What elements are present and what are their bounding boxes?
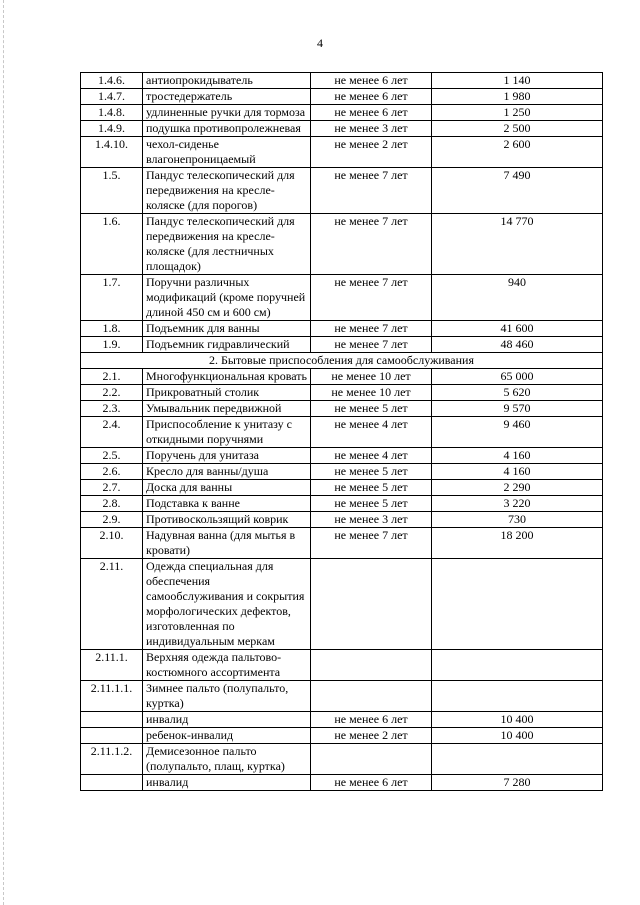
item-number: 2.11.1.1. [81, 681, 143, 712]
usage-term: не менее 6 лет [311, 105, 432, 121]
table-row [81, 775, 603, 791]
section-title: 2. Бытовые приспособления для самообслуживания [81, 353, 603, 369]
item-number [81, 728, 143, 744]
table-row [81, 321, 603, 337]
item-price: 18 200 [432, 528, 603, 559]
item-name: Прикроватный столик [143, 385, 311, 401]
usage-term: не менее 3 лет [311, 121, 432, 137]
table-row [81, 337, 603, 353]
item-price: 940 [432, 275, 603, 321]
usage-term: не менее 5 лет [311, 464, 432, 480]
table-row [81, 73, 603, 89]
scan-edge [3, 0, 5, 905]
item-name: Противоскользящий коврик [143, 512, 311, 528]
item-name: инвалид [143, 712, 311, 728]
table-row [81, 385, 603, 401]
item-name: Пандус телескопический для передвижения на кресле-коляске (для порогов) [143, 168, 311, 214]
usage-term [311, 650, 432, 681]
item-price: 1 250 [432, 105, 603, 121]
usage-term: не менее 6 лет [311, 89, 432, 105]
item-number: 2.11. [81, 559, 143, 650]
table-row [81, 401, 603, 417]
item-number: 2.6. [81, 464, 143, 480]
item-price: 41 600 [432, 321, 603, 337]
usage-term: не менее 7 лет [311, 337, 432, 353]
usage-term: не менее 10 лет [311, 369, 432, 385]
item-number: 2.8. [81, 496, 143, 512]
price-table-body [81, 73, 603, 791]
table-row [81, 712, 603, 728]
item-number [81, 775, 143, 791]
table-row [81, 121, 603, 137]
item-name: Пандус телескопический для передвижения на кресле-коляске (для лестничных площадок) [143, 214, 311, 275]
item-number: 2.10. [81, 528, 143, 559]
table-row [81, 528, 603, 559]
item-price: 7 280 [432, 775, 603, 791]
item-number: 1.4.9. [81, 121, 143, 137]
item-name: Подъемник гидравлический [143, 337, 311, 353]
usage-term: не менее 6 лет [311, 775, 432, 791]
item-price [432, 744, 603, 775]
item-number: 2.3. [81, 401, 143, 417]
table-row [81, 559, 603, 650]
item-price: 5 620 [432, 385, 603, 401]
item-number: 1.4.10. [81, 137, 143, 168]
table-row [81, 728, 603, 744]
section-header-row [81, 353, 603, 369]
table-row [81, 681, 603, 712]
usage-term: не менее 5 лет [311, 401, 432, 417]
item-number: 2.7. [81, 480, 143, 496]
usage-term: не менее 6 лет [311, 73, 432, 89]
table-row [81, 496, 603, 512]
item-price: 65 000 [432, 369, 603, 385]
table-row [81, 275, 603, 321]
item-name: Демисезонное пальто (полупальто, плащ, куртка) [143, 744, 311, 775]
item-name: Верхняя одежда пальтово-костюмного ассортимента [143, 650, 311, 681]
usage-term: не менее 7 лет [311, 321, 432, 337]
item-name: Одежда специальная для обеспечения самообслуживания и сокрытия морфологических дефектов, изготовленная по индивидуальным меркам [143, 559, 311, 650]
item-price: 3 220 [432, 496, 603, 512]
item-number: 2.2. [81, 385, 143, 401]
table-row [81, 105, 603, 121]
item-name: Поручень для унитаза [143, 448, 311, 464]
table-row [81, 512, 603, 528]
item-number: 1.5. [81, 168, 143, 214]
item-number: 1.7. [81, 275, 143, 321]
item-number: 1.8. [81, 321, 143, 337]
table-row [81, 89, 603, 105]
item-number: 1.9. [81, 337, 143, 353]
usage-term: не менее 2 лет [311, 137, 432, 168]
item-name: тростедержатель [143, 89, 311, 105]
usage-term: не менее 2 лет [311, 728, 432, 744]
table-row [81, 650, 603, 681]
item-price [432, 681, 603, 712]
usage-term: не менее 6 лет [311, 712, 432, 728]
table-row [81, 369, 603, 385]
usage-term: не менее 3 лет [311, 512, 432, 528]
table-row [81, 168, 603, 214]
item-price [432, 650, 603, 681]
item-name: Кресло для ванны/душа [143, 464, 311, 480]
item-number: 2.5. [81, 448, 143, 464]
item-name: удлиненные ручки для тормоза [143, 105, 311, 121]
item-price: 2 500 [432, 121, 603, 137]
item-name: Подставка к ванне [143, 496, 311, 512]
usage-term [311, 559, 432, 650]
table-row [81, 137, 603, 168]
item-price: 4 160 [432, 448, 603, 464]
item-price: 2 290 [432, 480, 603, 496]
table-row [81, 214, 603, 275]
item-name: Доска для ванны [143, 480, 311, 496]
item-price: 10 400 [432, 728, 603, 744]
usage-term: не менее 5 лет [311, 480, 432, 496]
item-price: 1 140 [432, 73, 603, 89]
item-price [432, 559, 603, 650]
usage-term: не менее 7 лет [311, 528, 432, 559]
usage-term: не менее 7 лет [311, 275, 432, 321]
table-row [81, 448, 603, 464]
item-number: 2.4. [81, 417, 143, 448]
item-number: 1.4.7. [81, 89, 143, 105]
item-name: инвалид [143, 775, 311, 791]
item-name: Приспособление к унитазу с откидными поручнями [143, 417, 311, 448]
item-name: ребенок-инвалид [143, 728, 311, 744]
item-price: 2 600 [432, 137, 603, 168]
item-price: 14 770 [432, 214, 603, 275]
item-name: Зимнее пальто (полупальто, куртка) [143, 681, 311, 712]
item-price: 48 460 [432, 337, 603, 353]
item-number: 2.11.1. [81, 650, 143, 681]
item-number: 2.11.1.2. [81, 744, 143, 775]
usage-term: не менее 4 лет [311, 448, 432, 464]
item-price: 4 160 [432, 464, 603, 480]
usage-term [311, 744, 432, 775]
item-price: 1 980 [432, 89, 603, 105]
item-name: Поручни различных модификаций (кроме поручней длиной 450 см и 600 см) [143, 275, 311, 321]
usage-term [311, 681, 432, 712]
item-name: Подъемник для ванны [143, 321, 311, 337]
usage-term: не менее 7 лет [311, 168, 432, 214]
item-name: Умывальник передвижной [143, 401, 311, 417]
item-price: 7 490 [432, 168, 603, 214]
item-number: 1.4.8. [81, 105, 143, 121]
item-name: подушка противопролежневая [143, 121, 311, 137]
usage-term: не менее 5 лет [311, 496, 432, 512]
item-name: антиопрокидыватель [143, 73, 311, 89]
table-row [81, 480, 603, 496]
usage-term: не менее 10 лет [311, 385, 432, 401]
table-row [81, 464, 603, 480]
item-price: 10 400 [432, 712, 603, 728]
item-name: чехол-сиденье влагонепроницаемый [143, 137, 311, 168]
item-number: 1.6. [81, 214, 143, 275]
item-number: 1.4.6. [81, 73, 143, 89]
item-name: Надувная ванна (для мытья в кровати) [143, 528, 311, 559]
page-number: 4 [317, 36, 323, 50]
table-row [81, 417, 603, 448]
table-row [81, 744, 603, 775]
item-name: Многофункциональная кровать [143, 369, 311, 385]
usage-term: не менее 4 лет [311, 417, 432, 448]
usage-term: не менее 7 лет [311, 214, 432, 275]
item-price: 730 [432, 512, 603, 528]
item-number: 2.9. [81, 512, 143, 528]
item-number [81, 712, 143, 728]
item-price: 9 570 [432, 401, 603, 417]
item-price: 9 460 [432, 417, 603, 448]
price-table [80, 72, 603, 791]
item-number: 2.1. [81, 369, 143, 385]
